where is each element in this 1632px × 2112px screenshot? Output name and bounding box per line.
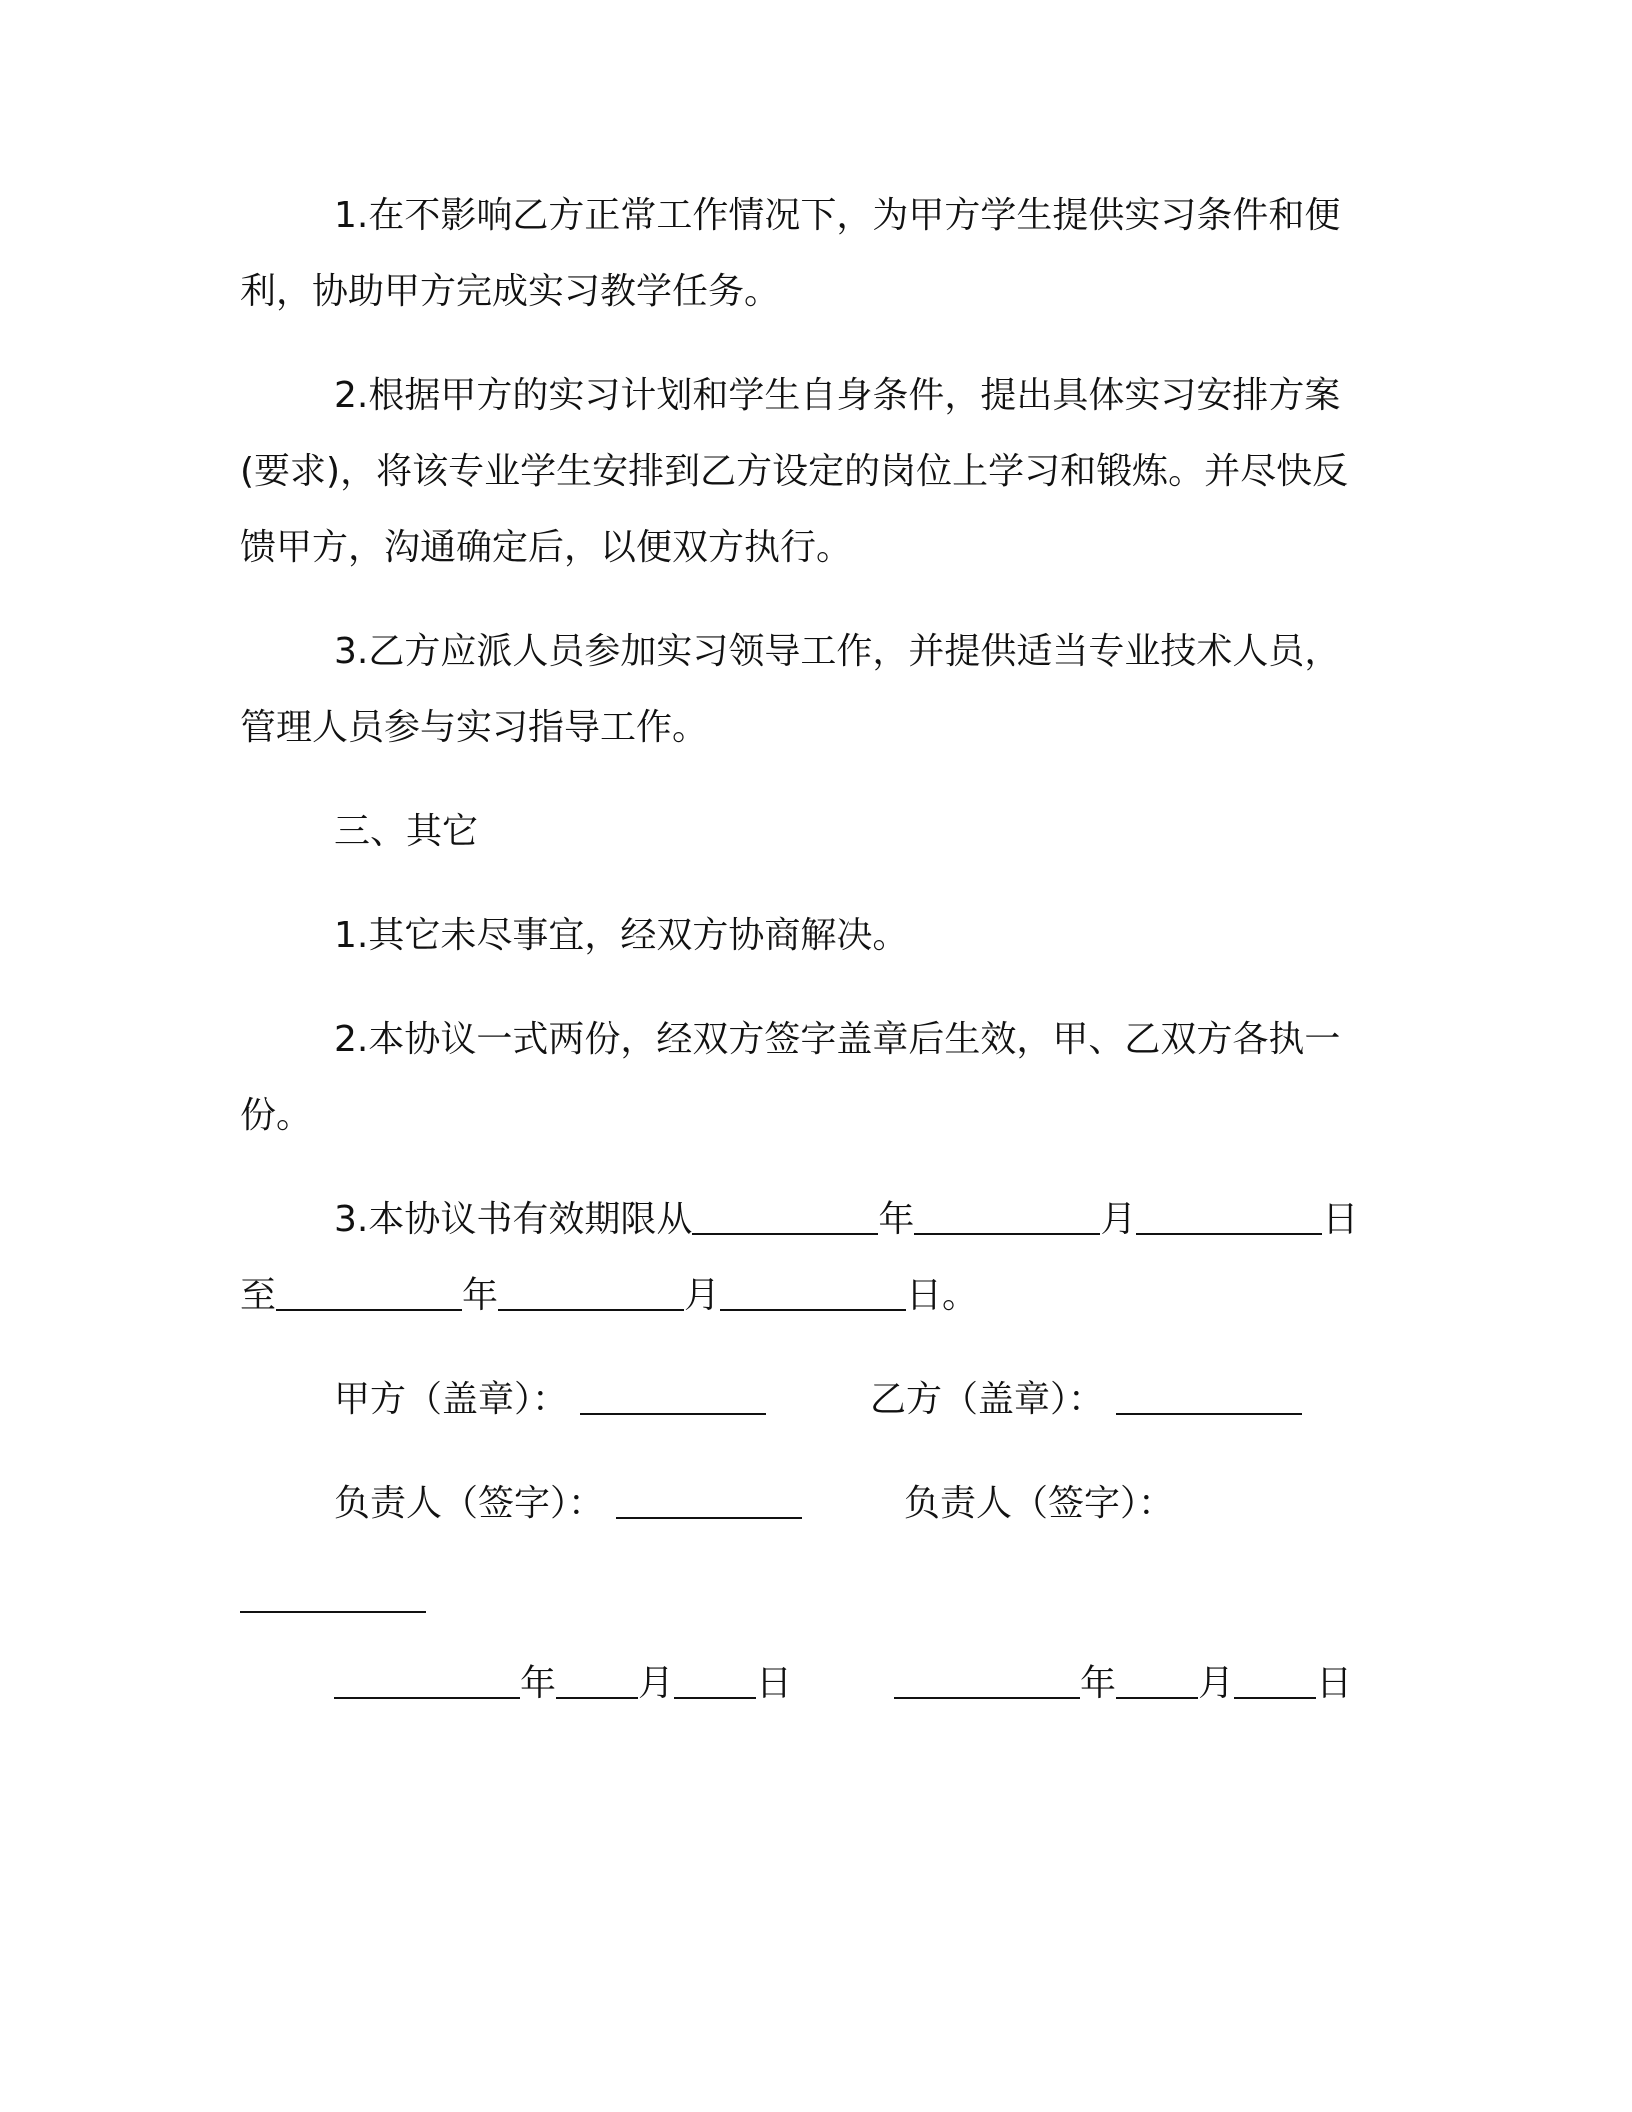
responsible-row [334, 1466, 1484, 1542]
other-item-2-line-2: 份。 [240, 1095, 313, 1136]
to-label: 至 [240, 1275, 277, 1316]
month-label: 月 [638, 1663, 675, 1704]
start-day-blank[interactable] [1136, 1193, 1322, 1235]
party-a-seal-label: 甲方（盖章）： [334, 1379, 569, 1420]
responsible-a-label: 负责人（签字）： [334, 1483, 605, 1524]
party-a-month-blank[interactable] [556, 1657, 638, 1699]
month-label: 月 [1198, 1663, 1235, 1704]
paragraph-3-line-2: 管理人员参与实习指导工作。 [240, 707, 709, 748]
start-year-blank[interactable] [692, 1193, 878, 1235]
end-year-blank[interactable] [276, 1269, 462, 1311]
day-label: 日 [1322, 1199, 1359, 1240]
validity-line-2 [240, 1258, 1390, 1334]
paragraph-3-line-1: 3.乙方应派人员参加实习领导工作，并提供适当专业技术人员， [334, 631, 1341, 672]
party-a-year-blank[interactable] [334, 1657, 520, 1699]
seal-row [334, 1362, 1484, 1438]
paragraph-1-line-2: 利，协助甲方完成实习教学任务。 [240, 271, 781, 312]
year-label: 年 [1080, 1663, 1117, 1704]
validity-prefix: 3.本协议书有效期限从 [334, 1199, 693, 1240]
date-row [334, 1646, 1484, 1722]
party-b-seal-label: 乙方（盖章）： [870, 1379, 1105, 1420]
month-label: 月 [684, 1275, 721, 1316]
other-item-1: 1.其它未尽事宜，经双方协商解决。 [334, 915, 909, 956]
party-b-day-blank[interactable] [1234, 1657, 1316, 1699]
section-heading: 三、其它 [334, 811, 479, 852]
end-day-blank[interactable] [720, 1269, 906, 1311]
day-label: 日 [1316, 1663, 1353, 1704]
year-label: 年 [462, 1275, 499, 1316]
responsible-b-blank[interactable] [240, 1571, 426, 1613]
paragraph-2-line-2: (要求)，将该专业学生安排到乙方设定的岗位上学习和锻炼。并尽快反 [240, 451, 1349, 492]
day-end-label: 日。 [906, 1275, 979, 1316]
paragraph-2-line-1: 2.根据甲方的实习计划和学生自身条件，提出具体实习安排方案 [334, 375, 1341, 416]
paragraph-2-line-3: 馈甲方，沟通确定后，以便双方执行。 [240, 527, 853, 568]
start-month-blank[interactable] [914, 1193, 1100, 1235]
end-month-blank[interactable] [498, 1269, 684, 1311]
responsible-a-blank[interactable] [616, 1477, 802, 1519]
party-a-day-blank[interactable] [674, 1657, 756, 1699]
validity-line-1 [334, 1182, 1484, 1258]
paragraph-1-line-1: 1.在不影响乙方正常工作情况下，为甲方学生提供实习条件和便 [334, 195, 1341, 236]
year-label: 年 [878, 1199, 915, 1240]
month-label: 月 [1100, 1199, 1137, 1240]
party-b-month-blank[interactable] [1116, 1657, 1198, 1699]
party-a-seal-blank[interactable] [580, 1373, 766, 1415]
other-item-2-line-1: 2.本协议一式两份，经双方签字盖章后生效，甲、乙双方各执一 [334, 1019, 1341, 1060]
party-b-seal-blank[interactable] [1116, 1373, 1302, 1415]
responsible-b-label: 负责人（签字）： [904, 1483, 1175, 1524]
day-label: 日 [756, 1663, 793, 1704]
year-label: 年 [520, 1663, 557, 1704]
party-b-year-blank[interactable] [894, 1657, 1080, 1699]
responsible-b-blank-line [240, 1560, 1390, 1636]
